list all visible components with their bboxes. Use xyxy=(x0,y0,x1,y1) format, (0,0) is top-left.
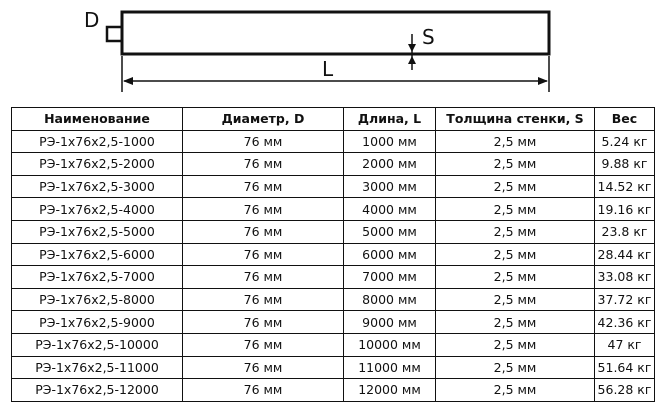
cell-wall: 2,5 мм xyxy=(436,243,595,266)
table-row xyxy=(12,333,655,356)
header-wall: Толщина стенки, S xyxy=(436,108,595,131)
table-row xyxy=(12,175,655,198)
length-label: L xyxy=(322,57,334,81)
cell-length: 7000 мм xyxy=(344,266,436,289)
table-row xyxy=(12,356,655,379)
cell-length: 2000 мм xyxy=(344,153,436,176)
table-row xyxy=(12,198,655,221)
cell-length: 6000 мм xyxy=(344,243,436,266)
cell-weight: 5.24 кг xyxy=(595,130,655,153)
wall-thickness-label: S xyxy=(422,25,435,49)
cell-length: 9000 мм xyxy=(344,311,436,334)
cell-weight: 14.52 кг xyxy=(595,175,655,198)
cell-diameter: 76 мм xyxy=(183,356,344,379)
cell-wall: 2,5 мм xyxy=(436,311,595,334)
cell-diameter: 76 мм xyxy=(183,198,344,221)
cell-name: РЭ-1х76х2,5-9000 xyxy=(12,311,183,334)
cell-weight: 56.28 кг xyxy=(595,379,655,402)
cell-diameter: 76 мм xyxy=(183,379,344,402)
cell-weight: 9.88 кг xyxy=(595,153,655,176)
cell-name: РЭ-1х76х2,5-2000 xyxy=(12,153,183,176)
cell-diameter: 76 мм xyxy=(183,153,344,176)
cell-diameter: 76 мм xyxy=(183,311,344,334)
table-row xyxy=(12,311,655,334)
cell-wall: 2,5 мм xyxy=(436,153,595,176)
table-body xyxy=(12,130,655,401)
pipe-nipple xyxy=(107,27,122,41)
length-arrow-head-left xyxy=(123,77,133,85)
cell-name: РЭ-1х76х2,5-7000 xyxy=(12,266,183,289)
cell-wall: 2,5 мм xyxy=(436,356,595,379)
pipe-diagram xyxy=(0,0,667,100)
cell-wall: 2,5 мм xyxy=(436,266,595,289)
cell-wall: 2,5 мм xyxy=(436,220,595,243)
diameter-label: D xyxy=(84,8,100,32)
cell-diameter: 76 мм xyxy=(183,243,344,266)
cell-length: 1000 мм xyxy=(344,130,436,153)
length-arrow-head-right xyxy=(538,77,548,85)
cell-name: РЭ-1х76х2,5-8000 xyxy=(12,288,183,311)
cell-wall: 2,5 мм xyxy=(436,379,595,402)
header-weight: Вес xyxy=(595,108,655,131)
cell-diameter: 76 мм xyxy=(183,220,344,243)
cell-length: 10000 мм xyxy=(344,333,436,356)
cell-name: РЭ-1х76х2,5-11000 xyxy=(12,356,183,379)
header-diameter: Диаметр, D xyxy=(183,108,344,131)
cell-name: РЭ-1х76х2,5-4000 xyxy=(12,198,183,221)
table-row xyxy=(12,243,655,266)
cell-wall: 2,5 мм xyxy=(436,333,595,356)
cell-weight: 23.8 кг xyxy=(595,220,655,243)
cell-name: РЭ-1х76х2,5-6000 xyxy=(12,243,183,266)
table-row xyxy=(12,288,655,311)
cell-name: РЭ-1х76х2,5-1000 xyxy=(12,130,183,153)
cell-diameter: 76 мм xyxy=(183,333,344,356)
cell-weight: 51.64 кг xyxy=(595,356,655,379)
table-row xyxy=(12,153,655,176)
cell-name: РЭ-1х76х2,5-12000 xyxy=(12,379,183,402)
cell-length: 5000 мм xyxy=(344,220,436,243)
cell-diameter: 76 мм xyxy=(183,266,344,289)
cell-wall: 2,5 мм xyxy=(436,130,595,153)
cell-length: 8000 мм xyxy=(344,288,436,311)
cell-length: 4000 мм xyxy=(344,198,436,221)
cell-weight: 33.08 кг xyxy=(595,266,655,289)
wall-arrow-head-bottom xyxy=(408,56,416,64)
cell-wall: 2,5 мм xyxy=(436,198,595,221)
header-name: Наименование xyxy=(12,108,183,131)
table-header-row xyxy=(12,108,655,131)
cell-name: РЭ-1х76х2,5-5000 xyxy=(12,220,183,243)
cell-weight: 28.44 кг xyxy=(595,243,655,266)
table-row xyxy=(12,130,655,153)
cell-name: РЭ-1х76х2,5-3000 xyxy=(12,175,183,198)
table-row xyxy=(12,220,655,243)
cell-diameter: 76 мм xyxy=(183,175,344,198)
cell-weight: 37.72 кг xyxy=(595,288,655,311)
cell-length: 12000 мм xyxy=(344,379,436,402)
cell-wall: 2,5 мм xyxy=(436,175,595,198)
cell-name: РЭ-1х76х2,5-10000 xyxy=(12,333,183,356)
cell-weight: 47 кг xyxy=(595,333,655,356)
spec-table xyxy=(11,107,655,402)
pipe-body xyxy=(122,12,549,54)
cell-length: 11000 мм xyxy=(344,356,436,379)
cell-diameter: 76 мм xyxy=(183,130,344,153)
cell-weight: 19.16 кг xyxy=(595,198,655,221)
cell-diameter: 76 мм xyxy=(183,288,344,311)
cell-wall: 2,5 мм xyxy=(436,288,595,311)
cell-weight: 42.36 кг xyxy=(595,311,655,334)
table-row xyxy=(12,266,655,289)
wall-arrow-head-top xyxy=(408,44,416,52)
header-length: Длина, L xyxy=(344,108,436,131)
table-row xyxy=(12,379,655,402)
cell-length: 3000 мм xyxy=(344,175,436,198)
